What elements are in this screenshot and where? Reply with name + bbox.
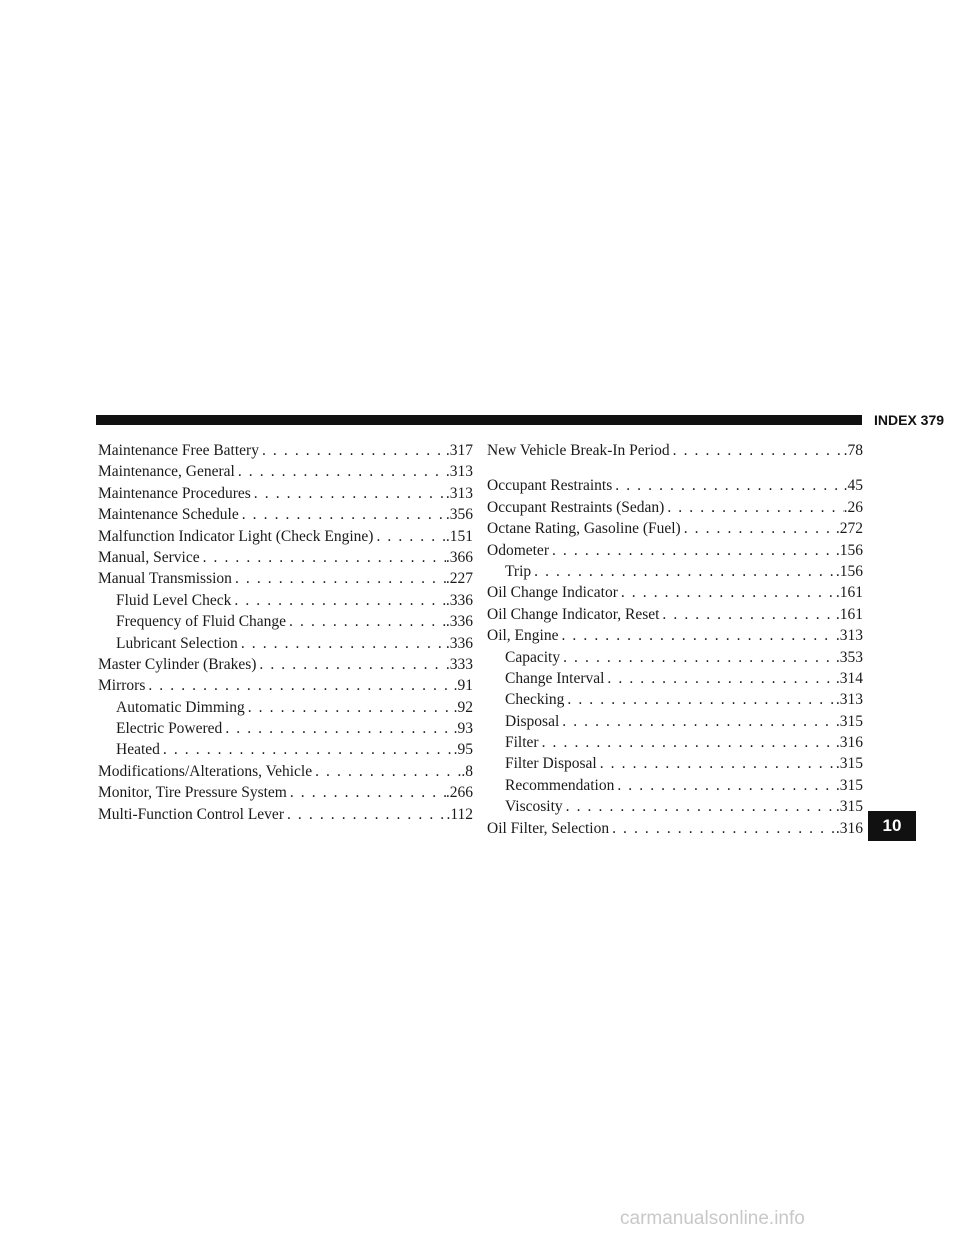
dot-leader [614,775,836,796]
dot-leader [664,497,843,518]
dot-leader [681,518,836,539]
index-subentry[interactable] [487,711,863,732]
index-subentry[interactable] [487,668,863,689]
page-number: .353 [835,648,863,666]
index-term: Change Interval [505,669,605,687]
dot-leader [222,718,453,739]
index-term: Monitor, Tire Pressure System [98,784,287,802]
index-entry[interactable] [487,604,863,625]
page-number: .336 [445,634,473,652]
index-term: Maintenance Schedule [98,506,239,524]
dot-leader [609,818,836,839]
page-number: .316 [835,819,863,837]
page-number: .156 [835,562,863,580]
dot-leader [200,547,446,568]
index-column-left [98,440,473,825]
page-number: .315 [835,712,863,730]
page-number: .95 [453,741,473,759]
index-term: Odometer [487,541,549,559]
index-entry[interactable] [98,440,473,461]
dot-leader [563,796,836,817]
index-term: Trip [505,562,532,580]
index-subentry[interactable] [487,647,863,668]
dot-leader [604,668,835,689]
index-entry[interactable] [98,547,473,568]
index-subentry[interactable] [98,590,473,611]
index-entry[interactable] [98,461,473,482]
page-number: .315 [835,798,863,816]
index-subentry[interactable] [487,775,863,796]
index-term: Filter Disposal [505,755,597,773]
index-term: Capacity [505,648,561,666]
dot-leader [564,689,835,710]
page-number: .272 [835,520,863,538]
index-term: Manual, Service [98,548,200,566]
index-term: Malfunction Indicator Light (Check Engine) [98,527,374,545]
index-entry[interactable] [487,440,863,461]
dot-leader [549,540,836,561]
index-term: Viscosity [505,798,563,816]
page-number: .156 [835,541,863,559]
index-subentry[interactable] [98,739,473,760]
index-term: Maintenance, General [98,463,235,481]
index-term: Checking [505,691,565,709]
dot-leader [284,804,446,825]
page-number: .151 [445,527,473,545]
index-entry[interactable] [98,504,473,525]
dot-leader [286,611,446,632]
index-entry[interactable] [487,582,863,603]
index-term: Fluid Level Check [116,591,232,609]
page-header-label: INDEX 379 [874,412,945,428]
page-number: .78 [843,442,863,459]
dot-leader [559,711,836,732]
dot-leader [259,440,446,461]
dot-leader [558,625,835,646]
index-term: Oil Change Indicator, Reset [487,605,660,623]
page-number: .333 [445,655,473,673]
index-term: Filter [505,734,539,752]
index-subentry[interactable] [487,796,863,817]
index-entry[interactable] [487,518,863,539]
dot-leader [256,654,445,675]
index-term: Electric Powered [116,720,223,738]
watermark-text: carmanualsonline.info [620,1208,805,1229]
page-number: .336 [445,591,473,609]
dot-leader [145,675,453,696]
dot-leader [373,526,445,547]
page-number: .315 [835,755,863,773]
index-subentry[interactable] [98,633,473,654]
page-number: .227 [445,570,473,588]
dot-leader [160,739,454,760]
index-subentry[interactable] [487,561,863,582]
dot-leader [670,440,844,461]
page-number: .356 [445,506,473,524]
page-number: .93 [453,720,473,738]
index-column-right [487,440,863,839]
index-term: Lubricant Selection [116,634,238,652]
dot-leader [251,483,446,504]
index-entry[interactable] [487,497,863,518]
page-number: .313 [835,627,863,645]
index-term: Octane Rating, Gasoline (Fuel) [487,520,681,538]
dot-leader [531,561,836,582]
index-term: Occupant Restraints (Sedan) [487,498,665,516]
page-number: .316 [835,734,863,752]
dot-leader [238,633,446,654]
index-entry[interactable] [98,782,473,803]
index-entry[interactable] [487,818,863,839]
dot-leader [232,568,446,589]
index-entry[interactable] [487,540,863,561]
dot-leader [287,782,446,803]
page-number: .314 [835,669,863,687]
dot-leader [612,475,843,496]
dot-leader [618,582,836,603]
page-number: .45 [843,477,863,495]
index-term: Multi-Function Control Lever [98,805,284,823]
index-term: Modifications/Alterations, Vehicle [98,762,313,780]
dot-leader [312,761,461,782]
page-number: .313 [835,691,863,709]
index-entry[interactable] [98,568,473,589]
index-term: Oil, Engine [487,627,559,645]
index-term: Oil Change Indicator [487,584,618,602]
index-term: Disposal [505,712,560,730]
page-number: .266 [445,784,473,802]
index-term: Maintenance Free Battery [98,442,259,459]
index-term: Heated [116,741,160,759]
page-number: .161 [835,605,863,623]
dot-leader [235,461,446,482]
page-number: .26 [843,498,863,516]
index-entry[interactable] [487,475,863,496]
index-subentry[interactable] [487,732,863,753]
dot-leader [231,590,446,611]
index-entry[interactable] [98,675,473,696]
page-number: .313 [445,463,473,481]
page-number: .336 [445,613,473,631]
dot-leader [245,697,454,718]
index-entry[interactable] [98,654,473,675]
page-number: .317 [445,442,473,459]
index-subentry[interactable] [487,753,863,774]
index-entry[interactable] [487,625,863,646]
page-number: .161 [835,584,863,602]
page-number: .92 [453,698,473,716]
page-number: .8 [461,762,473,780]
page-number: .313 [445,484,473,502]
index-subentry[interactable] [98,718,473,739]
index-term: Oil Filter, Selection [487,819,610,837]
header-rule [96,415,862,425]
page-number: .315 [835,776,863,794]
index-entry[interactable] [98,761,473,782]
index-term: Frequency of Fluid Change [116,613,287,631]
index-subentry[interactable] [487,689,863,710]
index-term: Maintenance Procedures [98,484,251,502]
index-entry[interactable] [98,526,473,547]
index-term: New Vehicle Break-In Period [487,442,670,459]
index-term: Master Cylinder (Brakes) [98,655,257,673]
index-entry[interactable] [98,483,473,504]
index-entry[interactable] [98,804,473,825]
index-term: Occupant Restraints [487,477,613,495]
page-number: .366 [445,548,473,566]
index-term: Recommendation [505,776,615,794]
index-subentry[interactable] [98,611,473,632]
dot-leader [539,732,836,753]
index-term: Automatic Dimming [116,698,245,716]
index-term: Mirrors [98,677,146,695]
page-number: .112 [446,805,473,823]
index-subentry[interactable] [98,697,473,718]
dot-leader [659,604,835,625]
dot-leader [239,504,446,525]
page-number: .91 [453,677,473,695]
index-term: Manual Transmission [98,570,232,588]
dot-leader [597,753,836,774]
dot-leader [560,647,836,668]
chapter-tab[interactable]: 10 [868,811,916,841]
